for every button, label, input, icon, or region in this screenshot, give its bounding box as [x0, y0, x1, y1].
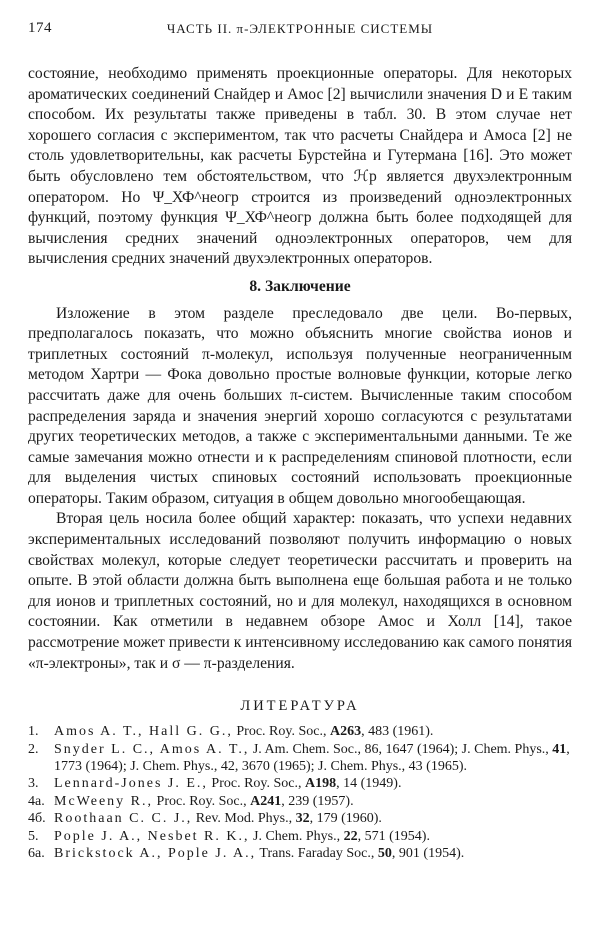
reference-authors: McWeeny R.,	[54, 793, 154, 809]
reference-text	[54, 723, 572, 740]
reference-source: Proc. Roy. Soc.,	[232, 724, 330, 740]
running-head	[28, 20, 572, 42]
reference-number: 4а.	[28, 793, 45, 809]
reference-volume: 32	[295, 811, 310, 827]
reference-authors: Pople J. A., Nesbet R. K.,	[54, 828, 250, 844]
paragraph-second-goal: Вторая цель носила более общий характер: показать, что успехи недавних экспериментальных исследований позволяют получить информацию о новых свойствах молекул, которые следует теоретически рассчитать и проверить на опыте. В этой области должна быть выполнена еще большая работа и не только для ионов и триплетных состояний, но и для молекул, находящихся в основном состоянии. Как отметили в недавнем обзоре Амос и Холл [14], такое рассмотрение может привести к интенсивному исследованию как самого понятия «π-электроны», так и σ — π-разделения.	[28, 510, 572, 672]
reference-pages: , 483 (1961).	[361, 724, 434, 740]
section-heading: 8. Заключение	[249, 277, 351, 295]
reference-number: 1.	[28, 724, 39, 740]
reference-item	[28, 793, 572, 810]
references-heading: ЛИТЕРАТУРА	[240, 698, 360, 715]
reference-text	[54, 775, 572, 792]
reference-number: 2.	[28, 741, 39, 757]
reference-number: 5.	[28, 828, 39, 844]
reference-volume: 41	[552, 741, 567, 757]
page-number: 174	[28, 20, 52, 36]
reference-authors: Amos A. T., Hall G. G.,	[54, 724, 233, 740]
reference-authors: Lennard-Jones J. E.,	[54, 776, 208, 792]
reference-item	[28, 828, 572, 845]
reference-volume: A263	[329, 724, 362, 740]
reference-source: J. Chem. Phys.,	[249, 828, 344, 844]
reference-authors: Snyder L. C., Amos A. T.,	[54, 741, 250, 757]
reference-source: Trans. Faraday Soc.,	[256, 846, 378, 862]
reference-item	[28, 810, 572, 827]
reference-source: Proc. Roy. Soc.,	[207, 776, 306, 792]
reference-item	[28, 723, 572, 740]
reference-item	[28, 775, 572, 792]
reference-pages: , 14 (1949).	[336, 776, 402, 792]
reference-source: J. Am. Chem. Soc., 86, 1647 (1964); J. Chem. Phys.,	[249, 741, 553, 757]
reference-number: 3.	[28, 776, 39, 792]
reference-pages: , 239 (1957).	[281, 793, 354, 809]
reference-pages: , 179 (1960).	[309, 811, 382, 827]
reference-text	[54, 793, 572, 810]
reference-pages: , 1773 (1964); J. Chem. Phys., 42, 3670 (1965); J. Chem. Phys., 43 (1965).	[54, 741, 570, 775]
reference-pages: , 901 (1954).	[391, 846, 465, 862]
reference-text	[54, 828, 572, 845]
reference-list	[28, 723, 572, 862]
running-head-title: ЧАСТЬ II. π-ЭЛЕКТРОННЫЕ СИСТЕМЫ	[166, 21, 434, 36]
reference-item	[28, 741, 572, 776]
reference-text	[54, 741, 572, 776]
body-text	[28, 64, 572, 674]
reference-text	[54, 845, 572, 862]
page	[28, 20, 572, 862]
reference-source: Rev. Mod. Phys.,	[192, 811, 296, 827]
reference-volume: A241	[250, 793, 282, 809]
reference-authors: Roothaan C. C. J.,	[54, 811, 193, 827]
reference-volume: 22	[343, 828, 358, 844]
reference-volume: A198	[305, 776, 337, 792]
reference-pages: , 571 (1954).	[357, 828, 430, 844]
reference-volume: 50	[377, 846, 392, 862]
reference-source: Proc. Roy. Soc.,	[153, 793, 251, 809]
reference-item	[28, 845, 572, 862]
paragraph-goals: Изложение в этом разделе преследовало две цели. Во-первых, предполагалось показать, что можно объяснить многие свойства ионов и триплетных состояний π-молекул, используя полученные неограниченным методом Хартри — Фока довольно простые волновые функции, которые легко рассчитать даже для очень больших π-систем. Вычисленные таким способом распределения заряда и значения энергий хорошо согласуются с результатами других теоретических методов, а также с экспериментальными данными. Те же самые замечания можно отнести и к распределениям спиновой плотности, если для выделения чистых спиновых состояний использовать проекционные операторы. Таким образом, ситуация в общем довольно многообещающая.	[28, 304, 572, 507]
reference-number: 4б.	[28, 811, 46, 827]
reference-number: 6а.	[28, 846, 45, 862]
reference-authors: Brickstock A., Pople J. A.,	[54, 846, 257, 862]
paragraph-continuation: состояние, необходимо применять проекционные операторы. Для некоторых ароматических соединений Снайдер и Амос [2] вычислили значения D и E таким способом. Их результаты также приведены в табл. 30. В этом случае нет хорошего согласия с экспериментом, так что расчеты Снайдера и Амоса [2] не столь удовлетворительны, как расчеты Бурстейна и Гутермана [16]. Это может быть обусловлено тем обстоятельством, что ℋp является двухэлектронным оператором. Но Ψ_ХФ^неогр строится из произведений одноэлектронных функций, поэтому функция Ψ_ХФ^неогр должна быть более подходящей для вычисления средних значений одноэлектронных операторов, чем для вычисления средних значений двухэлектронных операторов.	[28, 65, 572, 268]
reference-text	[54, 810, 572, 827]
